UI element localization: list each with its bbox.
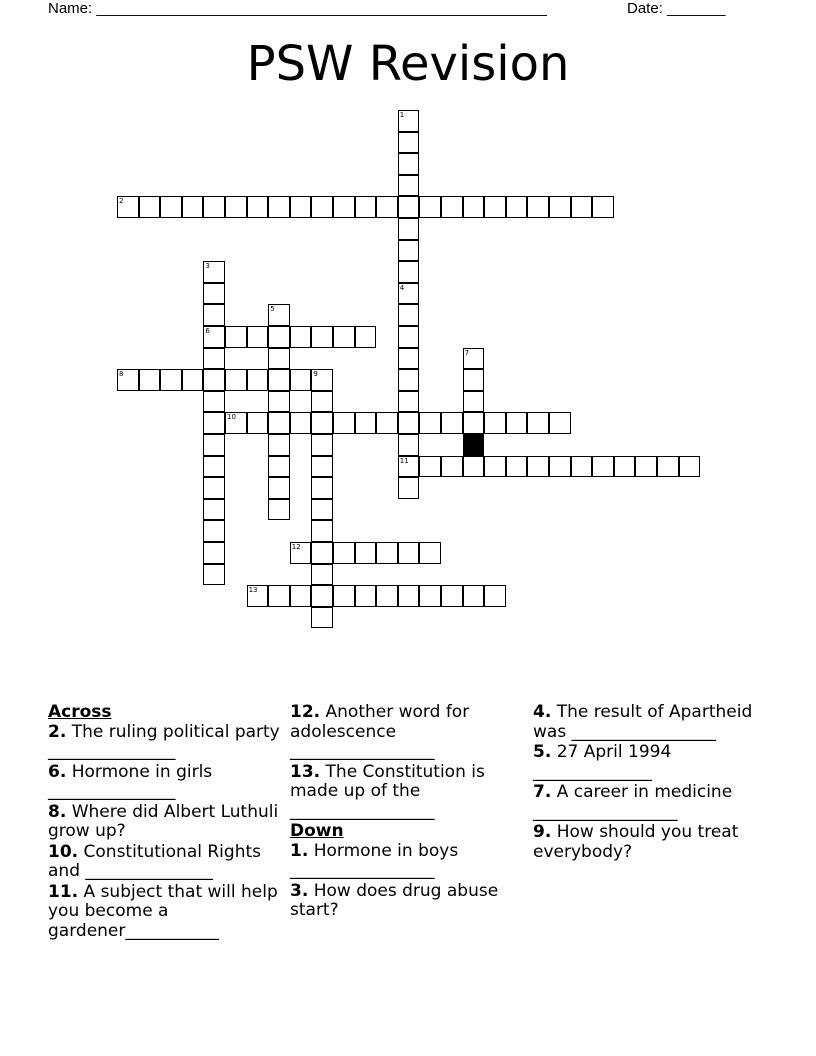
grid-cell[interactable] xyxy=(463,456,485,478)
grid-cell[interactable] xyxy=(268,348,290,370)
grid-cell[interactable] xyxy=(311,607,333,629)
cell-number: 5 xyxy=(270,305,275,314)
cell-number: 7 xyxy=(464,348,470,357)
clue-text: The ruling political party _______________ xyxy=(48,721,280,761)
grid-cell[interactable] xyxy=(203,542,225,564)
across-clue-8 xyxy=(48,803,280,842)
grid-cell[interactable] xyxy=(203,520,225,542)
grid-cell[interactable] xyxy=(311,456,333,478)
clue-text: Hormone in boys _________________ xyxy=(290,840,459,880)
grid-cell[interactable] xyxy=(311,585,333,607)
clue-number: 2. xyxy=(48,721,67,742)
grid-cell[interactable] xyxy=(311,434,333,456)
across-heading: Across xyxy=(48,702,112,722)
grid-cell[interactable] xyxy=(441,456,463,478)
clue-text: A subject that will help you become a gardener___________ xyxy=(48,881,278,941)
grid-cell[interactable] xyxy=(463,585,485,607)
grid-cell[interactable] xyxy=(592,196,614,218)
grid-cell[interactable] xyxy=(419,412,441,434)
clue-number: 9. xyxy=(533,822,552,842)
clue-text: 27 April 1994 ______________ xyxy=(533,742,672,782)
grid-cell[interactable] xyxy=(484,412,506,434)
clue-number: 4. xyxy=(533,702,552,722)
clues-column-3 xyxy=(533,703,765,863)
grid-cell[interactable] xyxy=(419,542,441,564)
grid-cell[interactable] xyxy=(635,456,657,478)
grid-cell[interactable] xyxy=(311,326,333,348)
grid-cell[interactable] xyxy=(398,175,420,197)
grid-cell[interactable] xyxy=(592,456,614,478)
cell-number: 2 xyxy=(119,197,124,206)
grid-cell[interactable] xyxy=(311,542,333,564)
clue-number: 11. xyxy=(48,881,79,902)
grid-cell[interactable] xyxy=(419,456,441,478)
grid-cell[interactable] xyxy=(506,456,528,478)
grid-cell[interactable] xyxy=(203,434,225,456)
grid-cell[interactable] xyxy=(290,412,312,434)
grid-cell[interactable] xyxy=(203,369,225,391)
down-clue-3 xyxy=(290,882,522,921)
grid-cell[interactable] xyxy=(398,585,420,607)
grid-cell[interactable] xyxy=(203,196,225,218)
grid-cell[interactable] xyxy=(355,542,377,564)
grid-cell[interactable] xyxy=(376,412,398,434)
cell-number: 13 xyxy=(248,586,258,595)
clue-text: The Constitution is made up of the _________________ xyxy=(290,761,485,821)
clue-number: 10. xyxy=(48,841,79,862)
clue-number: 12. xyxy=(290,702,321,722)
grid-cell[interactable] xyxy=(355,585,377,607)
grid-cell[interactable] xyxy=(527,412,549,434)
grid-cell[interactable] xyxy=(398,218,420,240)
grid-cell[interactable] xyxy=(463,196,485,218)
grid-cell[interactable] xyxy=(506,196,528,218)
grid-cell[interactable] xyxy=(571,456,593,478)
grid-cell[interactable] xyxy=(398,132,420,154)
grid-cell[interactable] xyxy=(139,369,161,391)
grid-cell[interactable] xyxy=(398,304,420,326)
grid-cell[interactable] xyxy=(290,369,312,391)
down-clue-7 xyxy=(533,783,765,822)
grid-cell[interactable] xyxy=(419,196,441,218)
grid-cell[interactable] xyxy=(463,369,485,391)
cell-number: 1 xyxy=(399,111,405,119)
clues-column-1 xyxy=(48,703,280,942)
grid-cell[interactable] xyxy=(398,261,420,283)
across-clue-2 xyxy=(48,723,280,762)
grid-cell[interactable] xyxy=(376,585,398,607)
clue-number: 3. xyxy=(290,880,309,901)
grid-cell[interactable] xyxy=(311,477,333,499)
grid-cell[interactable] xyxy=(657,456,679,478)
grid-cell[interactable] xyxy=(268,326,290,348)
grid-cell[interactable] xyxy=(398,412,420,434)
grid-cell[interactable] xyxy=(203,391,225,413)
grid-cell[interactable] xyxy=(311,499,333,521)
grid-cell[interactable] xyxy=(398,326,420,348)
grid-cell[interactable] xyxy=(203,283,225,305)
clue-number: 6. xyxy=(48,761,67,782)
grid-cell[interactable] xyxy=(398,240,420,262)
grid-cell[interactable] xyxy=(182,196,204,218)
grid-cell[interactable] xyxy=(160,369,182,391)
grid-cell[interactable] xyxy=(268,456,290,478)
grid-cell[interactable] xyxy=(268,477,290,499)
grid-cell[interactable] xyxy=(398,542,420,564)
grid-cell[interactable] xyxy=(549,412,571,434)
grid-cell[interactable] xyxy=(290,326,312,348)
grid-cell[interactable] xyxy=(247,369,269,391)
across-clue-12 xyxy=(290,703,522,762)
grid-cell[interactable] xyxy=(225,369,247,391)
grid-cell[interactable] xyxy=(398,477,420,499)
grid-cell[interactable] xyxy=(311,564,333,586)
grid-cell[interactable] xyxy=(679,456,701,478)
grid-cell[interactable] xyxy=(268,412,290,434)
grid-cell[interactable] xyxy=(484,456,506,478)
grid-cell[interactable] xyxy=(355,326,377,348)
grid-cell[interactable] xyxy=(376,542,398,564)
clue-number: 7. xyxy=(533,782,552,802)
clue-text: How does drug abuse start? xyxy=(290,880,499,920)
grid-cell[interactable] xyxy=(484,196,506,218)
grid-cell[interactable] xyxy=(225,326,247,348)
grid-cell[interactable] xyxy=(268,196,290,218)
cell-number: 3 xyxy=(205,262,210,271)
grid-cell[interactable] xyxy=(441,412,463,434)
down-clue-1 xyxy=(290,842,522,881)
cell-number: 12 xyxy=(291,543,301,551)
across-clue-10 xyxy=(48,843,280,882)
clue-text: A career in medicine _________________ xyxy=(533,782,733,822)
clue-text: How should you treat everybody? xyxy=(533,822,739,862)
clue-number: 5. xyxy=(533,742,552,762)
grid-cell[interactable] xyxy=(376,196,398,218)
clue-number: 8. xyxy=(48,801,67,822)
grid-cell[interactable] xyxy=(268,499,290,521)
grid-cell[interactable] xyxy=(398,434,420,456)
grid-cell[interactable] xyxy=(571,196,593,218)
cell-number: 8 xyxy=(119,370,124,379)
grid-cell[interactable] xyxy=(247,326,269,348)
grid-cell[interactable] xyxy=(203,304,225,326)
down-heading: Down xyxy=(290,821,344,841)
clues-column-2 xyxy=(290,703,522,922)
grid-cell[interactable] xyxy=(139,196,161,218)
cell-number: 4 xyxy=(399,283,405,292)
clue-text: Constitutional Rights and _______________ xyxy=(48,841,261,881)
grid-cell[interactable] xyxy=(441,585,463,607)
grid-cell[interactable] xyxy=(441,196,463,218)
grid-cell[interactable] xyxy=(463,391,485,413)
down-clue-9 xyxy=(533,823,765,862)
grid-cell[interactable] xyxy=(203,412,225,434)
grid-cell[interactable] xyxy=(355,412,377,434)
grid-cell[interactable] xyxy=(549,456,571,478)
grid-cell[interactable] xyxy=(398,369,420,391)
grid-cell[interactable] xyxy=(203,348,225,370)
grid-cell[interactable] xyxy=(268,434,290,456)
grid-cell[interactable] xyxy=(398,196,420,218)
grid-cell[interactable] xyxy=(484,585,506,607)
grid-cell[interactable] xyxy=(311,412,333,434)
grid-cell[interactable] xyxy=(506,412,528,434)
grid-cell[interactable] xyxy=(398,153,420,175)
grid-cell[interactable] xyxy=(247,196,269,218)
grid-cell[interactable] xyxy=(247,412,269,434)
grid-cell[interactable] xyxy=(182,369,204,391)
cell-number: 10 xyxy=(227,413,236,422)
grid-cell[interactable] xyxy=(355,196,377,218)
grid-cell[interactable] xyxy=(527,456,549,478)
across-clue-13 xyxy=(290,763,522,822)
page-title: PSW Revision xyxy=(246,36,570,92)
grid-cell[interactable] xyxy=(268,391,290,413)
grid-cell[interactable] xyxy=(225,196,247,218)
grid-cell[interactable] xyxy=(527,196,549,218)
grid-cell[interactable] xyxy=(333,326,355,348)
grid-cell[interactable] xyxy=(398,348,420,370)
cell-number: 6 xyxy=(205,327,210,335)
clue-number: 13. xyxy=(290,761,321,782)
grid-cell[interactable] xyxy=(203,456,225,478)
clue-text: Where did Albert Luthuli grow up? xyxy=(48,801,279,841)
grid-cell[interactable] xyxy=(311,520,333,542)
grid-cell[interactable] xyxy=(203,477,225,499)
grid-cell[interactable] xyxy=(290,196,312,218)
grid-cell[interactable] xyxy=(311,196,333,218)
grid-cell[interactable] xyxy=(268,369,290,391)
grid-cell[interactable] xyxy=(203,564,225,586)
grid-cell[interactable] xyxy=(311,391,333,413)
grid-cell[interactable] xyxy=(290,585,312,607)
down-clue-4 xyxy=(533,703,765,742)
grid-cell[interactable] xyxy=(268,585,290,607)
grid-cell[interactable] xyxy=(549,196,571,218)
grid-cell[interactable] xyxy=(463,412,485,434)
grid-cell[interactable] xyxy=(160,196,182,218)
down-clue-5 xyxy=(533,743,765,782)
grid-cell[interactable] xyxy=(398,391,420,413)
cell-number: 9 xyxy=(313,370,318,379)
grid-cell[interactable] xyxy=(614,456,636,478)
grid-cell[interactable] xyxy=(203,499,225,521)
date-field-line[interactable]: Date: _______ xyxy=(627,0,726,17)
clue-text: Another word for adolescence _________________ xyxy=(290,702,470,761)
grid-cell[interactable] xyxy=(419,585,441,607)
grid-cell[interactable] xyxy=(333,542,355,564)
name-field-line[interactable]: Name: ______________________________________________________ xyxy=(48,0,547,17)
clue-text: Hormone in girls _______________ xyxy=(48,761,213,801)
across-clue-11 xyxy=(48,883,280,942)
grid-block xyxy=(463,434,485,456)
grid-cell[interactable] xyxy=(333,585,355,607)
across-clue-6 xyxy=(48,763,280,802)
cell-number: 11 xyxy=(399,456,409,465)
grid-cell[interactable] xyxy=(333,412,355,434)
grid-cell[interactable] xyxy=(333,196,355,218)
clue-number: 1. xyxy=(290,840,309,861)
clue-text: The result of Apartheid was _________________ xyxy=(533,702,753,742)
